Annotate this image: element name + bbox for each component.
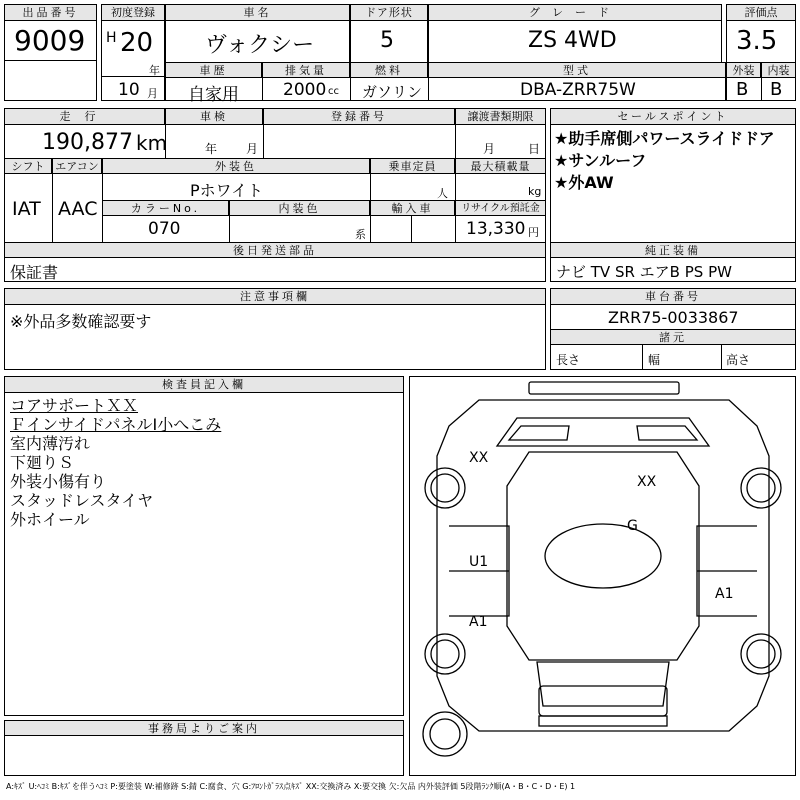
colorno-value: 070	[148, 219, 181, 239]
history-label: 車歴	[165, 62, 262, 78]
plate-label: 登録番号	[263, 108, 455, 125]
mileage-unit: km	[136, 131, 168, 155]
grade-label: グレード	[428, 4, 722, 21]
rear-window	[537, 662, 669, 706]
sales-point-item: ★サンルーフ	[554, 151, 647, 170]
history-value: 自家用	[188, 85, 239, 105]
chassis-label: 車台番号	[550, 288, 796, 305]
rear-bumper	[539, 686, 667, 716]
reg-year-unit: 年	[149, 64, 160, 77]
model-label: 型式	[428, 62, 726, 78]
int-label: 内装	[761, 62, 796, 78]
roof-rail-top	[529, 382, 679, 394]
reg-month-unit: 月	[147, 87, 158, 100]
dims-label: 諸元	[550, 329, 796, 345]
import-label: 輸入車	[370, 200, 455, 216]
sales-points-label: セールスポイント	[550, 108, 796, 125]
sunroof	[545, 524, 661, 588]
inspector-note: スタッドレスタイヤ	[10, 491, 154, 510]
int-grade: B	[770, 79, 783, 100]
registration-label: 初度登録	[101, 4, 165, 21]
sales-point-item: ★助手席側パワースライドドア	[554, 129, 775, 148]
chassis-value: ZRR75-0033867	[608, 308, 739, 327]
ac-label: エアコン	[52, 158, 102, 174]
roof	[507, 452, 699, 660]
bumper-bottom	[539, 716, 667, 726]
recycle-label: リサイクル預託金	[455, 200, 546, 216]
damage-mark: G	[627, 518, 638, 534]
inspector-note: コアサポートＸＸ	[10, 396, 139, 415]
shift-label: シフト	[4, 158, 52, 174]
inspector-note: 下廻りＳ	[10, 453, 75, 472]
car-name: ヴォクシー	[205, 33, 315, 58]
shift-value: IAT	[12, 198, 41, 220]
windshield	[497, 418, 709, 446]
load-label: 最大積載量	[455, 158, 546, 174]
intcolor-label: 内装色	[229, 200, 370, 216]
damage-mark: XX	[637, 474, 657, 490]
model-value: DBA-ZRR75W	[520, 80, 636, 100]
door-label: ドア形状	[350, 4, 428, 21]
name-label: 車名	[165, 4, 350, 21]
color-label: 外装色	[102, 158, 370, 174]
damage-mark: A1	[469, 614, 488, 630]
mileage-label: 走行	[4, 108, 165, 125]
ac-value: AAC	[58, 198, 98, 220]
ext-grade: B	[736, 79, 749, 100]
inspector-note: ＦインサイドパネルI小へこみ	[10, 415, 222, 434]
mileage-value: 190,877	[42, 130, 133, 155]
legend: A:ｷｽﾞ U:ﾍｺﾐ B:ｷｽﾞを伴うﾍｺﾐ P:要塗装 W:補修跡 S:錆 C:腐食、穴 G:ﾌﾛﾝﾄｶﾞﾗｽ点ｷｽﾞ XX:交換済み X:要交換 欠:欠品 内外装評価 5段階ﾗﾝｸ順(A・B・C・D・E) 1	[6, 782, 576, 791]
inspector-note: 室内薄汚れ	[10, 434, 91, 453]
sales-point-item: ★外AW	[554, 173, 614, 192]
disp-value: 2000	[283, 80, 327, 100]
door-value: 5	[380, 28, 394, 53]
reg-year: 20	[120, 28, 154, 58]
equipment-label: 純正装備	[550, 242, 796, 258]
score-label: 評価点	[726, 4, 796, 21]
car-diagram	[409, 376, 796, 776]
reg-month: 10	[118, 80, 140, 100]
lot-label: 出品番号	[4, 4, 97, 21]
fuel-label: 燃料	[350, 62, 428, 78]
recycle-value: 13,330	[466, 219, 526, 239]
equipment-value: ナビ TV SR エアB PS PW	[556, 263, 732, 281]
color-value: Pホワイト	[190, 181, 264, 200]
later-parts-value: 保証書	[10, 263, 59, 282]
inspector-note: 外装小傷有り	[10, 472, 107, 491]
office-label: 事務局よりご案内	[4, 720, 404, 736]
disp-unit: cc	[328, 86, 339, 97]
caution-label: 注意事項欄	[4, 288, 546, 305]
fuel-value: ガソリン	[362, 83, 423, 101]
caution-value: ※外品多数確認要す	[10, 312, 152, 331]
reg-era: H	[106, 30, 117, 46]
capacity-label: 乗車定員	[370, 158, 455, 174]
later-parts-label: 後日発送部品	[4, 242, 546, 258]
front-left-window	[509, 426, 569, 440]
damage-mark: XX	[469, 450, 489, 466]
damage-mark: U1	[469, 554, 489, 570]
grade-value: ZS 4WD	[528, 28, 617, 53]
ext-label: 外装	[726, 62, 761, 78]
colorno-label: カラーNo.	[102, 200, 229, 216]
transfer-label: 譲渡書類期限	[455, 108, 546, 125]
score-value: 3.5	[736, 26, 778, 56]
damage-mark: A1	[715, 586, 734, 602]
disp-label: 排気量	[262, 62, 350, 78]
lot-number: 9009	[14, 24, 86, 57]
front-right-window	[637, 426, 697, 440]
inspection-label: 車検	[165, 108, 263, 125]
inspector-label: 検査員記入欄	[4, 376, 404, 393]
inspector-note: 外ホイール	[10, 510, 90, 529]
